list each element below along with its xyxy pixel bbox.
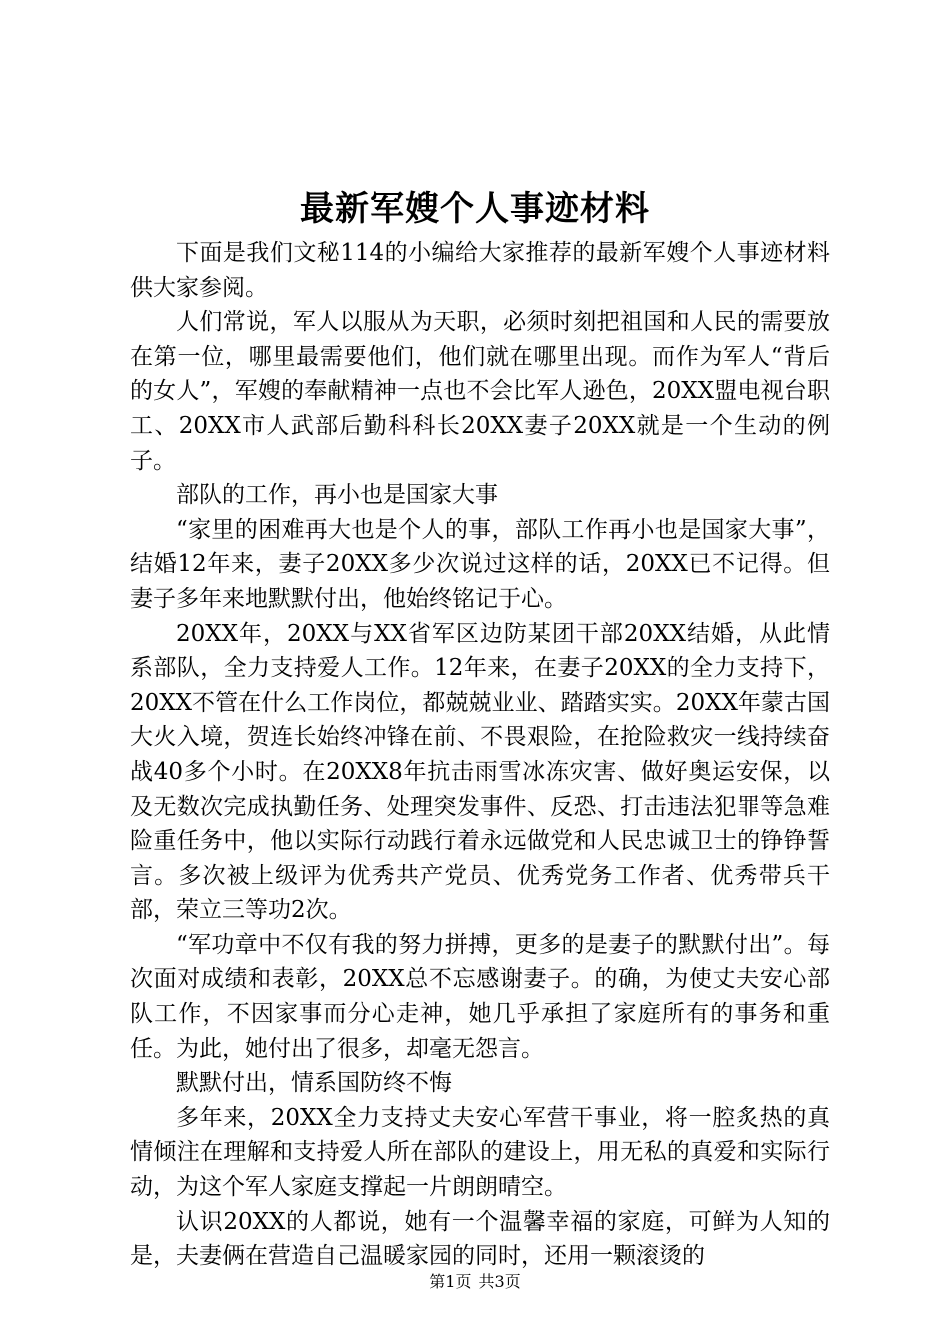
- document-title: 最新军嫂个人事迹材料: [300, 189, 650, 229]
- paragraph-5: 多年来，20XX全力支持丈夫安心军营干事业，将一腔炙热的真情倾注在理解和支持爱人所在部队的建设上，用无私的真爱和实际行动，为这个军人家庭支撑起一片朗朗晴空。: [130, 1104, 830, 1201]
- paragraph-3: 20XX年，20XX与XX省军区边防某团干部20XX结婚，从此情系部队，全力支持爱人工作。12年来，在妻子20XX的全力支持下，20XX不管在什么工作岗位，都兢兢业业、踏踏实实。20XX年蒙古国大火入境，贺连长始终冲锋在前、不畏艰险，在抢险救灾一线持续奋战40多个小时。在20XX8年抗击雨雪冰冻灾害、做好奥运安保，以及无数次完成执勤任务、处理突发事件、反恐、打击违法犯罪等急难险重任务中，他以实际行动践行着永远做党和人民忠诚卫士的铮铮誓言。多次被上级评为优秀共产党员、优秀党务工作者、优秀带兵干部，荣立三等功2次。: [130, 620, 830, 924]
- document-body: [130, 236, 830, 1274]
- section-heading-1: 部队的工作，再小也是国家大事: [176, 482, 498, 509]
- paragraph-2: “家里的困难再大也是个人的事，部队工作再小也是国家大事”，结婚12年来，妻子20XX多少次说过这样的话，20XX已不记得。但妻子多年来地默默付出，他始终铭记于心。: [130, 516, 830, 612]
- paragraph-1: 人们常说，军人以服从为天职，必须时刻把祖国和人民的需要放在第一位，哪里最需要他们，他们就在哪里出现。而作为军人“背后的女人”，军嫂的奉献精神一点也不会比军人逊色，20XX盟电视台职工、20XX市人武部后勤科科长20XX妻子20XX就是一个生动的例子。: [130, 309, 830, 474]
- paragraph-6: 认识20XX的人都说，她有一个温馨幸福的家庭，可鲜为人知的是，夫妻俩在营造自己温暖家园的同时，还用一颗滚烫的: [130, 1208, 830, 1270]
- paragraph-intro: 下面是我们文秘114的小编给大家推荐的最新军嫂个人事迹材料供大家参阅。: [130, 240, 830, 301]
- section-heading-2: 默默付出，情系国防终不悔: [176, 1070, 452, 1097]
- page-number-footer: 第1页 共3页: [429, 1272, 521, 1291]
- paragraph-4: “军功章中不仅有我的努力拼搏，更多的是妻子的默默付出”。每次面对成绩和表彰，20XX总不忘感谢妻子。的确，为使丈夫安心部队工作，不因家事而分心走神，她几乎承担了家庭所有的事务和重任。为此，她付出了很多，却毫无怨言。: [130, 931, 830, 1062]
